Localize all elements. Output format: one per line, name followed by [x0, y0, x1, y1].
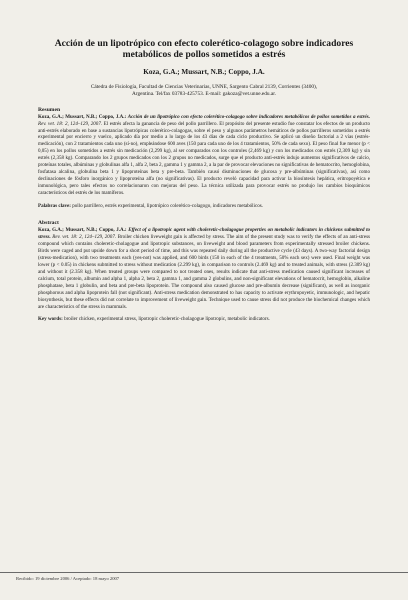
abstract-section: [38, 220, 370, 323]
resumen-keywords-text: pollo parrillero, estrés experimental, lipotrópico colerético-colagogo, indicadores metabólicos.: [72, 203, 263, 210]
abstract-keywords-text: broiler chicken, experimental stress, lipotropic choleretic-cholagogue lipotropic, metabolic indicators.: [64, 316, 270, 323]
abstract-text: [38, 227, 370, 310]
abstract-body: Broiler chicken liveweight gain is affected by stress. The aim of the present study was to verify the effects of an anti-stress compound which contains choleretic-cholagogue and lipotropic substances, on liveweight and blood parameters from experimentally stressed broiler chickens. Birds were caged and put upside down for a short period of time, and this was repeated daily during all the productive cycle (43 days). A two-way factorial design (stress-medication), with two treatments each (yes-not) was applied, and 600 birds (150 in each of the 4 treatments, 50% each sex) were used. Final weight was lower (p < 0.05) in chickens submitted to stress without medication (2.299 kg), in comparison to controls (2.469 kg) and to treated animals, with stress (2.309 kg) and without it (2.358 kg). When treated groups were compared to not treated ones, results indicate that anti-stress medication caused significant increases of calcium, total protein, albumin and alpha 1, alpha 2, beta 2, gamma 1, and gamma 2 globulins, and non-significant elevations of hematocrit, hemoglobin, alkaline phosphatase, beta 1 globulin, and beta and pre-beta lipoprotein. The compound also caused glucose and pre-albumin decrease (significant), as well as inorganic phosphorous and alpha lipoprotein fall (not significant). Anti-stress medication demonstrated to has capacity to activate erythropoyetic, immunologic, and hepatic biosynthesis, but these effects did not correlate to improvement of liveweight gain. Technique used to cause stress did not produce the biochemical changes which are characteristics of the stress in mammals.: [38, 233, 370, 310]
abstract-keywords-label: Key words:: [38, 316, 63, 323]
resumen-keywords: [38, 203, 370, 210]
resumen-text: [38, 114, 370, 197]
abstract-cite-title: Effect of a lipotropic agent with choleretic-cholagogue properties on metabolic indicators in chickens submitted to stress.: [38, 227, 371, 240]
affiliation-line-2: Argentina. Tel/fax 03783-425753. E-mail: gakoza@vet.unne.edu.ar.: [131, 90, 277, 97]
resumen-section: [38, 107, 370, 210]
article-affiliation: [38, 84, 370, 98]
resumen-cite-ref: Rev. vet. 18: 2, 124–129, 2007.: [38, 120, 103, 127]
resumen-cite-title: Acción de un lipotrópico con efecto colerético-colagogo sobre indicadores metabólicos de pollos sometidos a estrés.: [127, 113, 371, 120]
abstract-cite-ref: Rev. vet. 18: 2, 124–129, 2007.: [52, 233, 117, 240]
abstract-keywords: [38, 316, 370, 323]
resumen-cite-authors: Koza, G.A.; Mussart, N.B.; Coppo, J.A.:: [38, 113, 127, 120]
affiliation-line-1: Cátedra de Fisiología, Facultad de Ciencias Veterinarias, UNNE, Sargento Cabral 2139, Corrientes (3400),: [90, 83, 318, 90]
footer-rule: [0, 572, 408, 573]
abstract-heading: Abstract: [38, 220, 59, 227]
article-authors: Koza, G.A.; Mussart, N.B.; Coppo, J.A.: [143, 67, 265, 76]
article-title: Acción de un lipotrópico con efecto colerético-colagogo sobre indicadores metabólicos de pollos sometidos a estrés: [54, 38, 354, 61]
abstract-cite-authors: Koza, G.A.; Mussart, N.B.; Coppo, J.A.:: [38, 227, 127, 234]
received-date: Recibido: 19 diciembre 2006 / Aceptado: 18 mayo 2007: [16, 576, 120, 581]
resumen-keywords-label: Palabras clave:: [38, 203, 71, 210]
resumen-body: El estrés afecta la ganancia de peso del pollo parrillero. El propósito del presente estudio fue constatar los efectos de un producto anti-estrés elaborado en base a sustancias lipotrópicas colerético-colagogas, sobre el peso y algunos parámetros hemáticos de pollos parrilleros sometidos a estrés experimental por encierro y vuelco, aplicado día por medio a lo largo de los 43 días de cada ciclo productivo. Se aplicó un diseño factorial a 2 vías (estrés-medicación), con 2 tratamientos cada uno (sí-no), empleándose 600 aves (150 para cada uno de los 4 tratamientos, 50% de cada sexo). El peso final fue menor (p < 0,05) en los pollos sometidos a estrés sin medicación (2,299 kg), al ser comparados con los controles (2,469 kg) y con los medicados con estrés (2,309 kg) y sin estrés (2,358 kg). Comparando los 2 grupos medicados con los 2 grupos no medicados, surge que el producto anti-estrés indujo aumentos significativos de calcio, proteínas totales, albúminas y globulinas alfa 1, alfa 2, beta 2, gamma 1 y gamma 2, a la par de provocar elevaciones no significativas de hematocrito, hemoglobina, fosfatasa alcalina, globulina beta 1 y lipoproteínas beta y pre-beta. También causó disminuciones de glucosa y pre-albúminas (significativas), así como declinaciones de fósforo inorgánico y lipoproteína alfa (no significativas). El producto reveló capacidad para activar la biosíntesis hepática, eritropoyética e inmunológica, pero tales efectos no correlacionaron con mejoras del peso. La técnica utilizada para provocar estrés no produjo los cambios bioquímicos característicos del estrés de los mamíferos.: [38, 120, 370, 197]
resumen-heading: Resumen: [38, 106, 61, 113]
